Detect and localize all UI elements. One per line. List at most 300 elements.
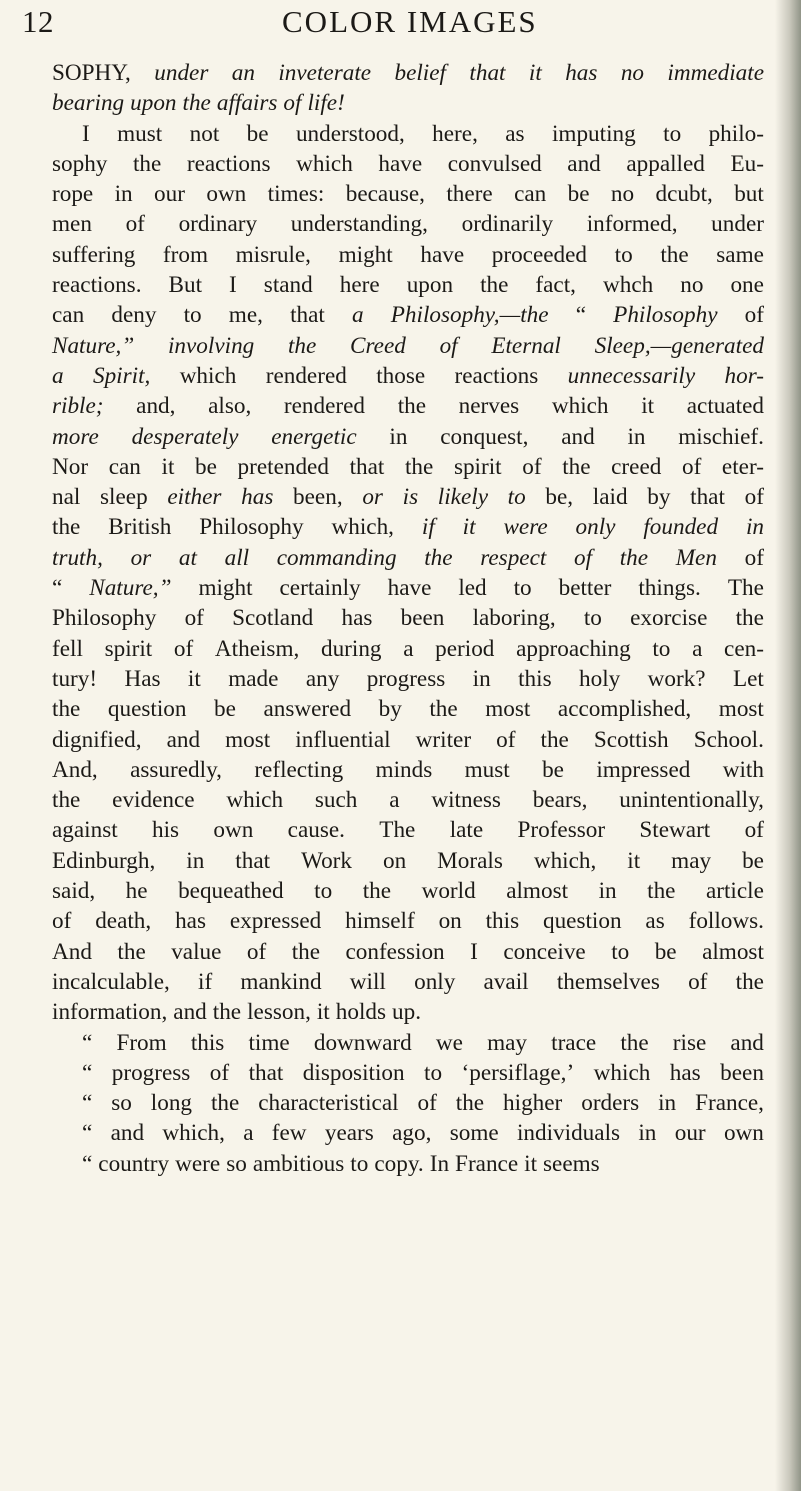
word: have <box>378 150 423 177</box>
word: progress <box>111 1059 191 1086</box>
word: “ <box>575 302 586 329</box>
word: up. <box>392 999 421 1026</box>
word: rible; <box>52 393 104 420</box>
word: all <box>224 544 250 571</box>
word: that <box>248 1059 284 1086</box>
word: there <box>446 181 493 208</box>
word: The <box>379 817 416 844</box>
word: energetic <box>271 423 357 450</box>
word: ordinary <box>178 211 258 238</box>
word: “ <box>82 1120 93 1147</box>
word: or <box>130 544 152 571</box>
text-line <box>52 967 764 997</box>
word: things. <box>638 575 701 602</box>
word: under <box>711 211 764 238</box>
word: the <box>562 453 591 480</box>
page-number: 12 <box>22 4 54 39</box>
word: to <box>314 878 333 905</box>
word: an <box>231 60 255 86</box>
word: in <box>186 847 205 874</box>
word: In <box>429 1150 450 1177</box>
word: times: <box>267 181 325 208</box>
word: on <box>438 908 462 935</box>
word: has <box>669 1059 701 1086</box>
word: downward <box>313 1029 412 1056</box>
word: assuredly, <box>130 756 222 783</box>
word: almost <box>702 938 764 965</box>
word: appalled <box>626 150 705 177</box>
word: a <box>389 787 400 814</box>
text-line <box>52 1088 764 1118</box>
word: no <box>620 60 644 86</box>
word: France, <box>695 1090 764 1117</box>
word: the <box>132 150 162 177</box>
word: witness <box>431 787 501 814</box>
word: tury! <box>52 665 98 692</box>
word: may <box>671 847 712 874</box>
word: only <box>575 514 616 541</box>
word: one <box>730 272 764 299</box>
word: which <box>551 393 609 420</box>
word: certainly <box>279 575 361 602</box>
word: the <box>287 332 317 359</box>
word: and <box>567 150 601 177</box>
word: accomplished, <box>557 696 692 723</box>
word: which, <box>533 847 597 874</box>
text-line <box>52 88 764 118</box>
word: me, <box>228 302 263 329</box>
word: the <box>540 726 569 753</box>
word: to <box>183 302 202 329</box>
word: to <box>614 241 633 268</box>
word: in <box>638 1120 657 1147</box>
word: incalculable, <box>52 968 170 995</box>
word: have <box>387 575 432 602</box>
text-line <box>52 785 764 815</box>
word: which, <box>162 1120 225 1147</box>
word: can <box>514 181 547 208</box>
word: dcubt, <box>655 181 713 208</box>
text-line <box>52 1149 764 1179</box>
word: unintentionally, <box>619 787 764 814</box>
word: exorcise <box>630 605 708 632</box>
word: the <box>620 1029 649 1056</box>
word: Scottish <box>593 726 669 753</box>
text-line <box>52 876 764 906</box>
text-line <box>52 815 764 845</box>
word: the <box>647 878 676 905</box>
word: might <box>198 575 253 602</box>
word: which <box>179 362 237 389</box>
running-title: COLOR IMAGES <box>282 4 538 39</box>
word: Philosophy <box>613 302 718 329</box>
word: of <box>184 605 204 632</box>
word: during <box>320 635 382 662</box>
word: follows. <box>688 908 764 935</box>
word: at <box>178 544 197 571</box>
word: a <box>352 302 364 329</box>
word: the <box>424 544 453 571</box>
text-line <box>52 331 764 361</box>
word: And <box>52 938 92 965</box>
word: mankind <box>240 968 322 995</box>
word: by <box>378 696 402 723</box>
word: informed, <box>586 211 678 238</box>
word: trace <box>551 1029 597 1056</box>
word: most <box>225 726 271 753</box>
word: rise <box>672 1029 707 1056</box>
word: here <box>339 272 380 299</box>
word: has <box>241 484 274 511</box>
word: late <box>449 817 484 844</box>
word: be <box>654 938 677 965</box>
word: life! <box>307 90 345 117</box>
word: the <box>117 938 146 965</box>
word: which <box>593 1059 651 1086</box>
word: work? <box>647 665 706 692</box>
word: Nature,” <box>89 575 172 602</box>
word: that <box>469 60 506 86</box>
word: can <box>108 453 141 480</box>
word: ago, <box>392 1120 432 1147</box>
word: unnecessarily <box>567 362 696 389</box>
word: to <box>513 575 532 602</box>
word: the <box>455 1090 485 1117</box>
word: to <box>350 1150 369 1177</box>
text-line <box>52 300 764 330</box>
word: bears, <box>532 787 588 814</box>
word: “ <box>52 575 63 602</box>
text-line <box>52 603 764 633</box>
word: desperately <box>131 423 239 450</box>
word: that <box>349 453 385 480</box>
word: the <box>735 968 764 995</box>
word: progress <box>366 665 446 692</box>
word: imputing <box>551 120 636 147</box>
word: themselves <box>556 968 660 995</box>
word: own <box>206 181 247 208</box>
text-line <box>52 997 764 1027</box>
word: better <box>558 575 612 602</box>
word: has <box>175 908 206 935</box>
word: inveterate <box>278 60 372 86</box>
word: any <box>305 665 340 692</box>
text-line <box>52 725 764 755</box>
word: information, <box>52 999 168 1026</box>
word: understanding, <box>290 211 428 238</box>
text-line <box>52 664 764 694</box>
word: the <box>429 696 458 723</box>
word: of <box>744 544 764 571</box>
word: of <box>744 484 764 511</box>
word: most <box>485 696 531 723</box>
word: because, <box>345 181 425 208</box>
word: orders <box>581 1090 640 1117</box>
word: in <box>114 181 133 208</box>
word: not <box>189 120 220 147</box>
word: the <box>212 999 242 1026</box>
word: actuated <box>686 393 764 420</box>
word: said, <box>52 878 96 905</box>
text-line <box>52 391 764 421</box>
text-line <box>52 1118 764 1148</box>
word: Nature,” <box>52 332 135 359</box>
word: few <box>271 1120 307 1147</box>
word: I <box>229 272 237 299</box>
word: nal <box>52 484 81 511</box>
text-line <box>52 58 764 88</box>
word: may <box>487 1029 527 1056</box>
word: that <box>290 302 325 329</box>
word: the <box>52 696 81 723</box>
word: laid <box>592 484 628 511</box>
word: I <box>470 938 478 965</box>
word: country <box>98 1150 170 1177</box>
word: bearing <box>52 90 125 117</box>
word: Men <box>675 544 717 571</box>
word: his <box>152 817 180 844</box>
word: no <box>680 272 704 299</box>
word: he <box>125 878 148 905</box>
word: must <box>464 756 510 783</box>
word: from <box>162 241 208 268</box>
word: Morals <box>437 847 503 874</box>
word: approaching <box>516 635 631 662</box>
word: of <box>522 453 542 480</box>
text-line <box>52 119 764 149</box>
word: some <box>449 1120 499 1147</box>
word: belief <box>394 60 446 86</box>
word: involving <box>167 332 255 359</box>
word: cen- <box>724 635 764 662</box>
word: been <box>720 1059 764 1086</box>
word: spirit <box>453 453 502 480</box>
word: must <box>117 120 163 147</box>
word: cause. <box>287 817 345 844</box>
word: the <box>660 241 689 268</box>
word: only <box>414 968 456 995</box>
word: more <box>52 423 99 450</box>
word: in <box>598 878 617 905</box>
text-line <box>52 149 764 179</box>
word: against <box>52 817 118 844</box>
word: the <box>362 878 392 905</box>
word: ambitious <box>252 1150 345 1177</box>
word: long <box>150 1090 193 1117</box>
text-line <box>52 634 764 664</box>
word: characteristical <box>258 1090 399 1117</box>
word: truth, <box>52 544 103 571</box>
text-line <box>52 482 764 512</box>
word: to <box>507 484 526 511</box>
word: the <box>397 393 427 420</box>
word: Let <box>732 665 764 692</box>
word: of <box>52 908 72 935</box>
word: Nor <box>52 453 89 480</box>
word: either <box>167 484 222 511</box>
word: in <box>627 423 646 450</box>
word: on <box>382 847 407 874</box>
word: deny <box>111 302 157 329</box>
word: lesson, <box>247 999 311 1026</box>
word: philo- <box>708 120 764 147</box>
word: writer <box>415 726 472 753</box>
word: holy <box>579 665 621 692</box>
word: School. <box>693 726 764 753</box>
word: holds <box>335 999 386 1026</box>
word: it <box>316 999 330 1026</box>
word: and <box>166 726 201 753</box>
text-line <box>52 209 764 239</box>
word: it <box>641 393 655 420</box>
word: Philosophy <box>199 514 304 541</box>
word: this <box>485 908 520 935</box>
word: Spirit, <box>92 362 151 389</box>
text-line <box>52 937 764 967</box>
word: question <box>107 696 187 723</box>
word: is <box>402 484 419 511</box>
word: founded <box>643 514 719 541</box>
word: can <box>52 302 85 329</box>
word: creed <box>611 453 662 480</box>
word: in <box>745 514 764 541</box>
word: a <box>243 1120 254 1147</box>
word: years <box>324 1120 374 1147</box>
word: “ <box>82 1059 93 1086</box>
word: a <box>403 635 414 662</box>
word: Atheism, <box>214 635 300 662</box>
word: and <box>561 423 595 450</box>
word: ‘persiflage,’ <box>461 1059 575 1086</box>
text-line <box>52 694 764 724</box>
word: France <box>455 1150 519 1177</box>
word: of <box>688 968 708 995</box>
word: Professor <box>517 817 606 844</box>
page-header <box>0 4 801 48</box>
text-line <box>52 1058 764 1088</box>
word: of <box>439 332 458 359</box>
word: with <box>722 756 764 783</box>
word: misrule, <box>235 241 311 268</box>
word: has <box>341 605 373 632</box>
word: “ <box>82 1029 93 1056</box>
text-line <box>52 1028 764 1058</box>
word: were <box>503 514 548 541</box>
word: himself <box>345 908 415 935</box>
word: been, <box>293 484 343 511</box>
word: the <box>404 453 434 480</box>
word: SOPHY, <box>52 60 131 86</box>
word: were <box>175 1150 221 1177</box>
word: the <box>182 90 211 117</box>
word: Sleep,—generated <box>594 332 764 359</box>
word: the <box>291 938 321 965</box>
text-line <box>52 452 764 482</box>
word: affairs <box>216 90 278 117</box>
word: laboring, <box>472 605 556 632</box>
word: it <box>627 847 641 874</box>
word: eter- <box>721 453 764 480</box>
word: But <box>168 272 203 299</box>
word: been <box>400 605 445 632</box>
word: might <box>338 241 393 268</box>
text-line <box>52 512 764 542</box>
text-line <box>52 179 764 209</box>
word: upon <box>406 272 454 299</box>
word: same <box>716 241 764 268</box>
word: Scotland <box>232 605 314 632</box>
word: evidence <box>112 787 195 814</box>
word: the <box>52 514 81 541</box>
word: if <box>198 968 213 995</box>
word: men <box>52 211 92 238</box>
word: have <box>420 241 465 268</box>
word: world <box>421 878 476 905</box>
word: “ <box>82 1090 93 1117</box>
word: death, <box>95 908 152 935</box>
text-line <box>52 270 764 300</box>
word: rope <box>52 181 94 208</box>
word: and <box>173 999 207 1026</box>
word: understood, <box>295 120 405 147</box>
word: most <box>718 696 764 723</box>
word: be <box>214 696 236 723</box>
word: and, <box>136 393 176 420</box>
word: the <box>735 605 764 632</box>
word: of <box>246 938 267 965</box>
word: has <box>565 60 598 86</box>
word: a <box>692 635 703 662</box>
word: under <box>154 60 209 86</box>
word: almost <box>506 878 569 905</box>
word: Has <box>124 665 161 692</box>
word: will <box>349 968 386 995</box>
word: reflecting <box>254 756 344 783</box>
word: be <box>567 181 590 208</box>
word: to <box>652 635 671 662</box>
word: respect <box>480 544 547 571</box>
word: the <box>480 272 509 299</box>
word: Stewart <box>639 817 711 844</box>
word: Eu- <box>730 150 764 177</box>
word: made <box>228 665 279 692</box>
word: a <box>52 362 64 389</box>
word: the <box>619 544 649 571</box>
word: individuals <box>516 1120 621 1147</box>
word: in <box>472 665 491 692</box>
word: this <box>518 665 552 692</box>
word: of <box>496 726 516 753</box>
word: if <box>421 514 435 541</box>
word: sophy <box>52 150 108 177</box>
word: so <box>111 1090 132 1117</box>
word: those <box>376 362 426 389</box>
word: reactions <box>454 362 539 389</box>
word: immediate <box>667 60 764 86</box>
word: we <box>435 1029 463 1056</box>
word: which <box>226 787 284 814</box>
word: proceeded <box>491 241 588 268</box>
word: by <box>647 484 671 511</box>
word: minds <box>375 756 433 783</box>
word: copy. <box>374 1150 424 1177</box>
word: disposition <box>302 1059 405 1086</box>
word: value <box>171 938 222 965</box>
word: likely <box>437 484 488 511</box>
word: commanding <box>276 544 397 571</box>
word: this <box>190 1029 225 1056</box>
word: Eternal <box>491 332 561 359</box>
